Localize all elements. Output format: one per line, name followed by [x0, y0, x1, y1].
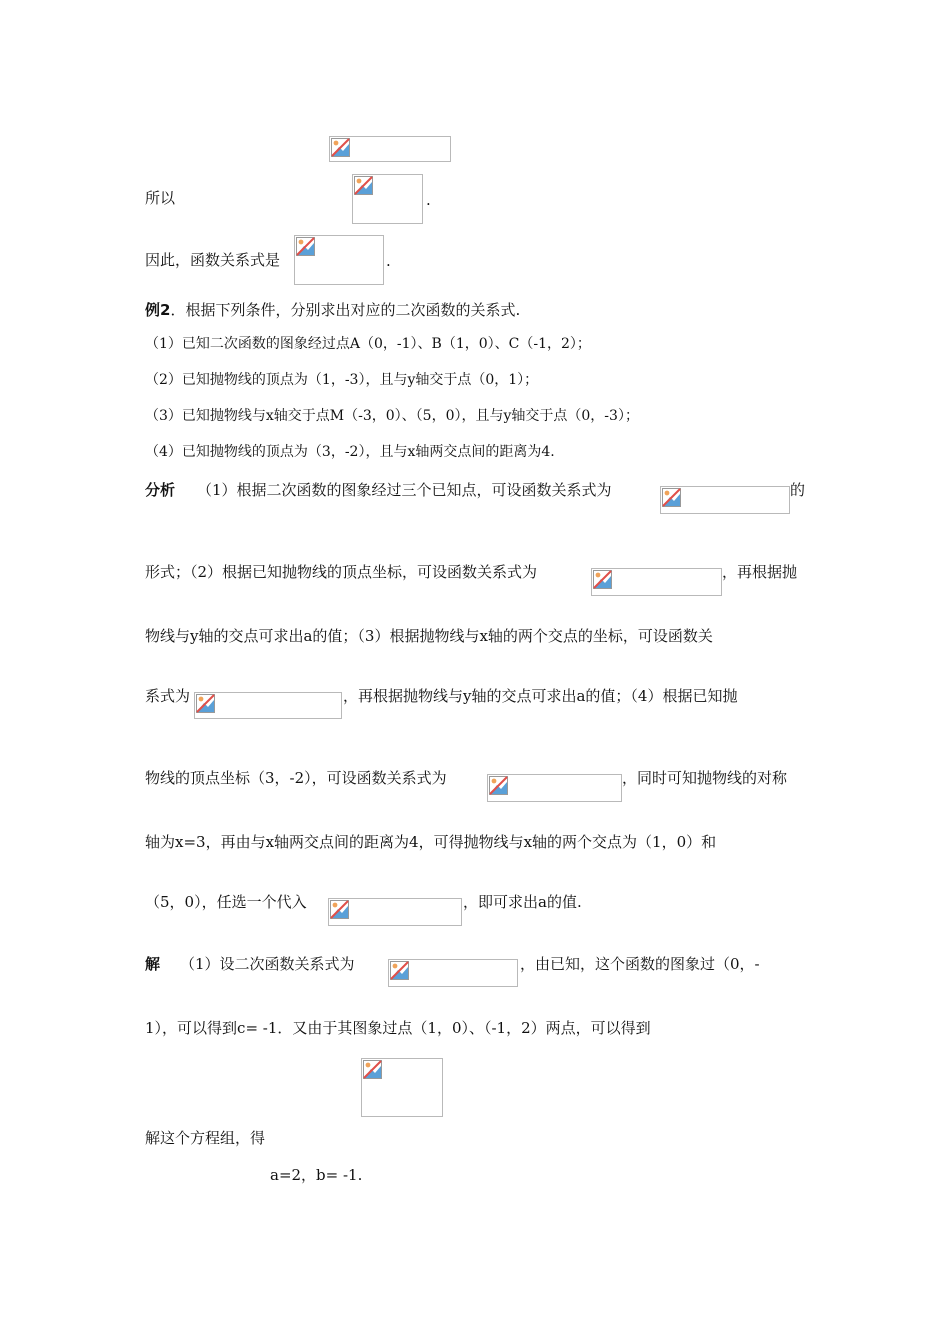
example-label: 例2 — [145, 301, 171, 319]
text-line: . — [386, 252, 391, 270]
broken-image-icon — [354, 176, 373, 195]
text-line: 因此，函数关系式是 — [145, 251, 281, 269]
example-text: ．根据下列条件，分别求出对应的二次函数的关系式. — [170, 301, 521, 319]
text-line: 形式；（2）根据已知抛物线的顶点坐标，可设函数关系式为 — [145, 563, 538, 581]
formula-image-7 — [487, 774, 622, 802]
formula-image-1 — [329, 136, 451, 162]
text-line: 1），可以得到c= -1．又由于其图象过点（1，0）、（-1，2）两点，可以得到 — [145, 1019, 651, 1037]
text-line: ，由已知，这个函数的图象过（0，- — [520, 955, 760, 973]
broken-image-icon — [330, 900, 349, 919]
text-line: （1）根据二次函数的图象经过三个已知点，可设函数关系式为 — [197, 481, 612, 499]
solution-label: 解 — [145, 955, 161, 973]
text-line: 系式为 — [145, 687, 191, 705]
text-line: （5，0），任选一个代入 — [145, 893, 307, 911]
text-line: ，即可求出a的值. — [463, 893, 582, 911]
text-line: ，同时可知抛物线的对称 — [622, 769, 788, 787]
broken-image-icon — [662, 488, 681, 507]
broken-image-icon — [593, 570, 612, 589]
text-line: 物线的顶点坐标（3，-2），可设函数关系式为 — [145, 769, 447, 787]
condition-4: （4）已知抛物线的顶点为（3，-2），且与x轴两交点间的距离为4. — [145, 444, 555, 460]
formula-image-10 — [361, 1058, 443, 1117]
broken-image-icon — [331, 138, 350, 157]
condition-3: （3）已知抛物线与x轴交于点M（-3，0）、（5，0），且与y轴交于点（0，-3）； — [145, 408, 639, 424]
formula-image-6 — [194, 692, 342, 719]
broken-image-icon — [390, 961, 409, 980]
formula-image-3 — [294, 235, 384, 285]
condition-2: （2）已知抛物线的顶点为（1，-3），且与y轴交于点（0，1）； — [145, 372, 539, 388]
formula-image-8 — [328, 898, 462, 926]
text-line: 轴为x=3，再由与x轴两交点间的距离为4，可得抛物线与x轴的两个交点为（1，0）和 — [145, 833, 717, 851]
formula-image-2 — [352, 174, 423, 224]
text-line: 解这个方程组，得 — [145, 1129, 266, 1147]
analysis-label: 分析 — [145, 481, 176, 499]
text-line: ，再根据抛物线与y轴的交点可求出a的值；（4）根据已知抛 — [343, 687, 738, 705]
text-line: （1）设二次函数关系式为 — [180, 955, 355, 973]
broken-image-icon — [363, 1060, 382, 1079]
formula-image-9 — [388, 959, 518, 987]
text-line: 的 — [790, 481, 806, 499]
broken-image-icon — [489, 776, 508, 795]
text-line: ，再根据抛 — [722, 563, 798, 581]
text-line: 物线与y轴的交点可求出a的值；（3）根据抛物线与x轴的两个交点的坐标，可设函数关 — [145, 627, 713, 645]
formula-image-5 — [591, 568, 722, 596]
example-heading — [145, 300, 520, 320]
text-line: 所以 — [145, 189, 176, 207]
formula-image-4 — [660, 486, 790, 514]
broken-image-icon — [296, 237, 315, 256]
broken-image-icon — [196, 694, 215, 713]
text-line: . — [426, 191, 431, 209]
text-line: a=2，b= -1. — [270, 1166, 363, 1184]
condition-1: （1）已知二次函数的图象经过点A（0，-1）、B（1，0）、C（-1，2）； — [145, 336, 591, 352]
